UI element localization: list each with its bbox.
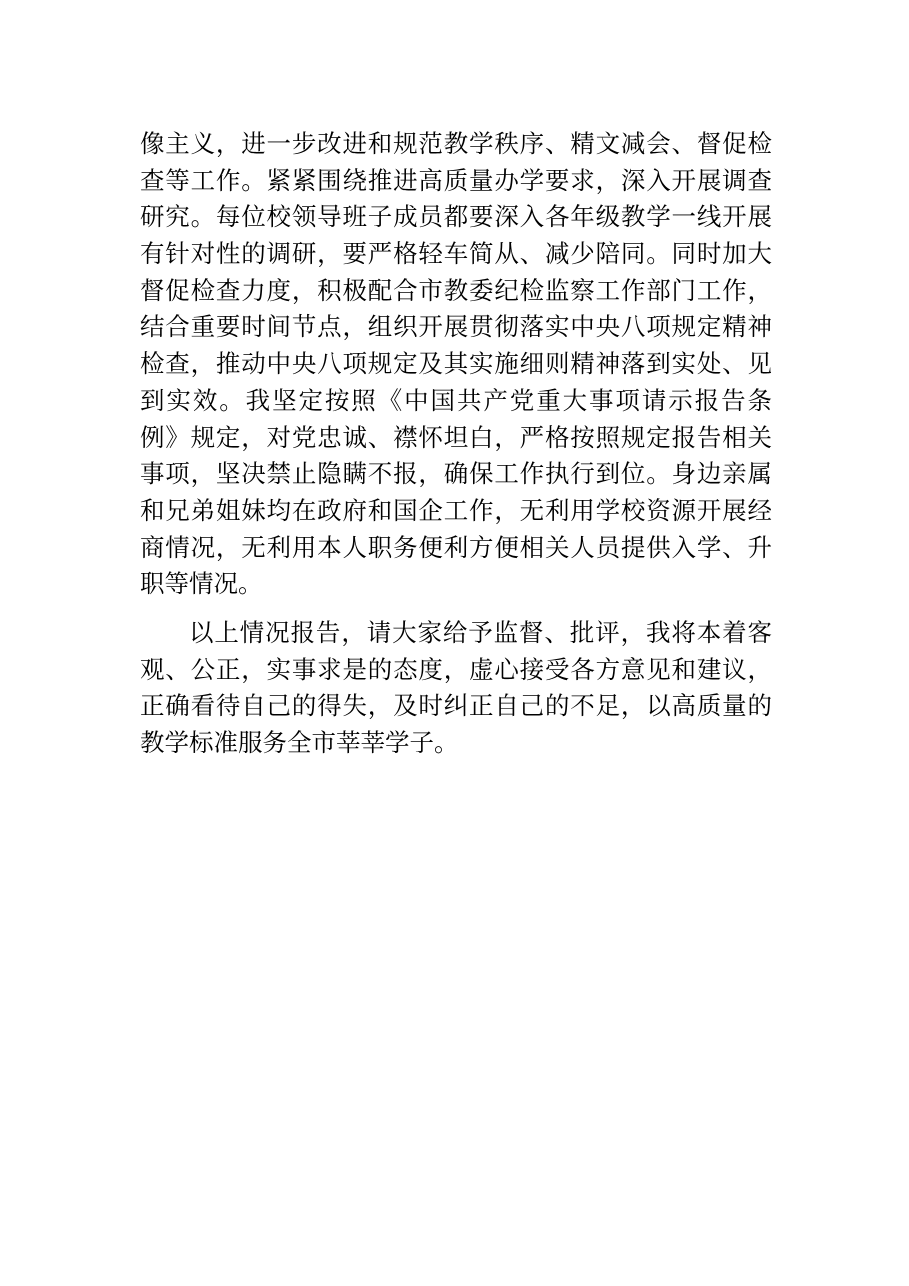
text-line: 和兄弟姐妹均在政府和国企工作，无利用学校资源开展经 [140,495,772,525]
paragraph-spacer [140,603,772,615]
paragraph-1 [140,126,772,603]
text-line: 到实效。我坚定按照《中国共产党重大事项请示报告条 [140,385,772,415]
text-line: 教学标准服务全市莘莘学子。 [140,728,459,757]
text-line: 例》规定，对党忠诚、襟怀坦白，严格按照规定报告相关 [140,422,772,452]
text-line: 结合重要时间节点，组织开展贯彻落实中央八项规定精神 [140,312,772,342]
text-line: 督促检查力度，积极配合市教委纪检监察工作部门工作， [140,275,772,305]
text-line: 查等工作。紧紧围绕推进高质量办学要求，深入开展调查 [140,165,772,195]
text-line: 观、公正，实事求是的态度，虚心接受各方意见和建议， [140,654,772,684]
text-line: 检查，推动中央八项规定及其实施细则精神落到实处、见 [140,349,772,379]
text-line: 正确看待自己的得失，及时纠正自己的不足，以高质量的 [140,691,772,721]
text-line: 研究。每位校领导班子成员都要深入各年级教学一线开展 [140,202,772,232]
text-line: 有针对性的调研，要严格轻车简从、减少陪同。同时加大 [140,239,772,269]
text-line: 商情况，无利用本人职务便利方便相关人员提供入学、升 [140,532,772,562]
text-line: 事项，坚决禁止隐瞒不报，确保工作执行到位。身边亲属 [140,459,772,489]
document-body [140,126,772,762]
text-line: 职等情况。 [140,569,263,599]
text-line: 像主义，进一步改进和规范教学秩序、精文减会、督促检 [140,129,772,158]
text-line: 以上情况报告，请大家给予监督、批评，我将本着客 [189,617,772,647]
paragraph-2 [140,615,772,762]
